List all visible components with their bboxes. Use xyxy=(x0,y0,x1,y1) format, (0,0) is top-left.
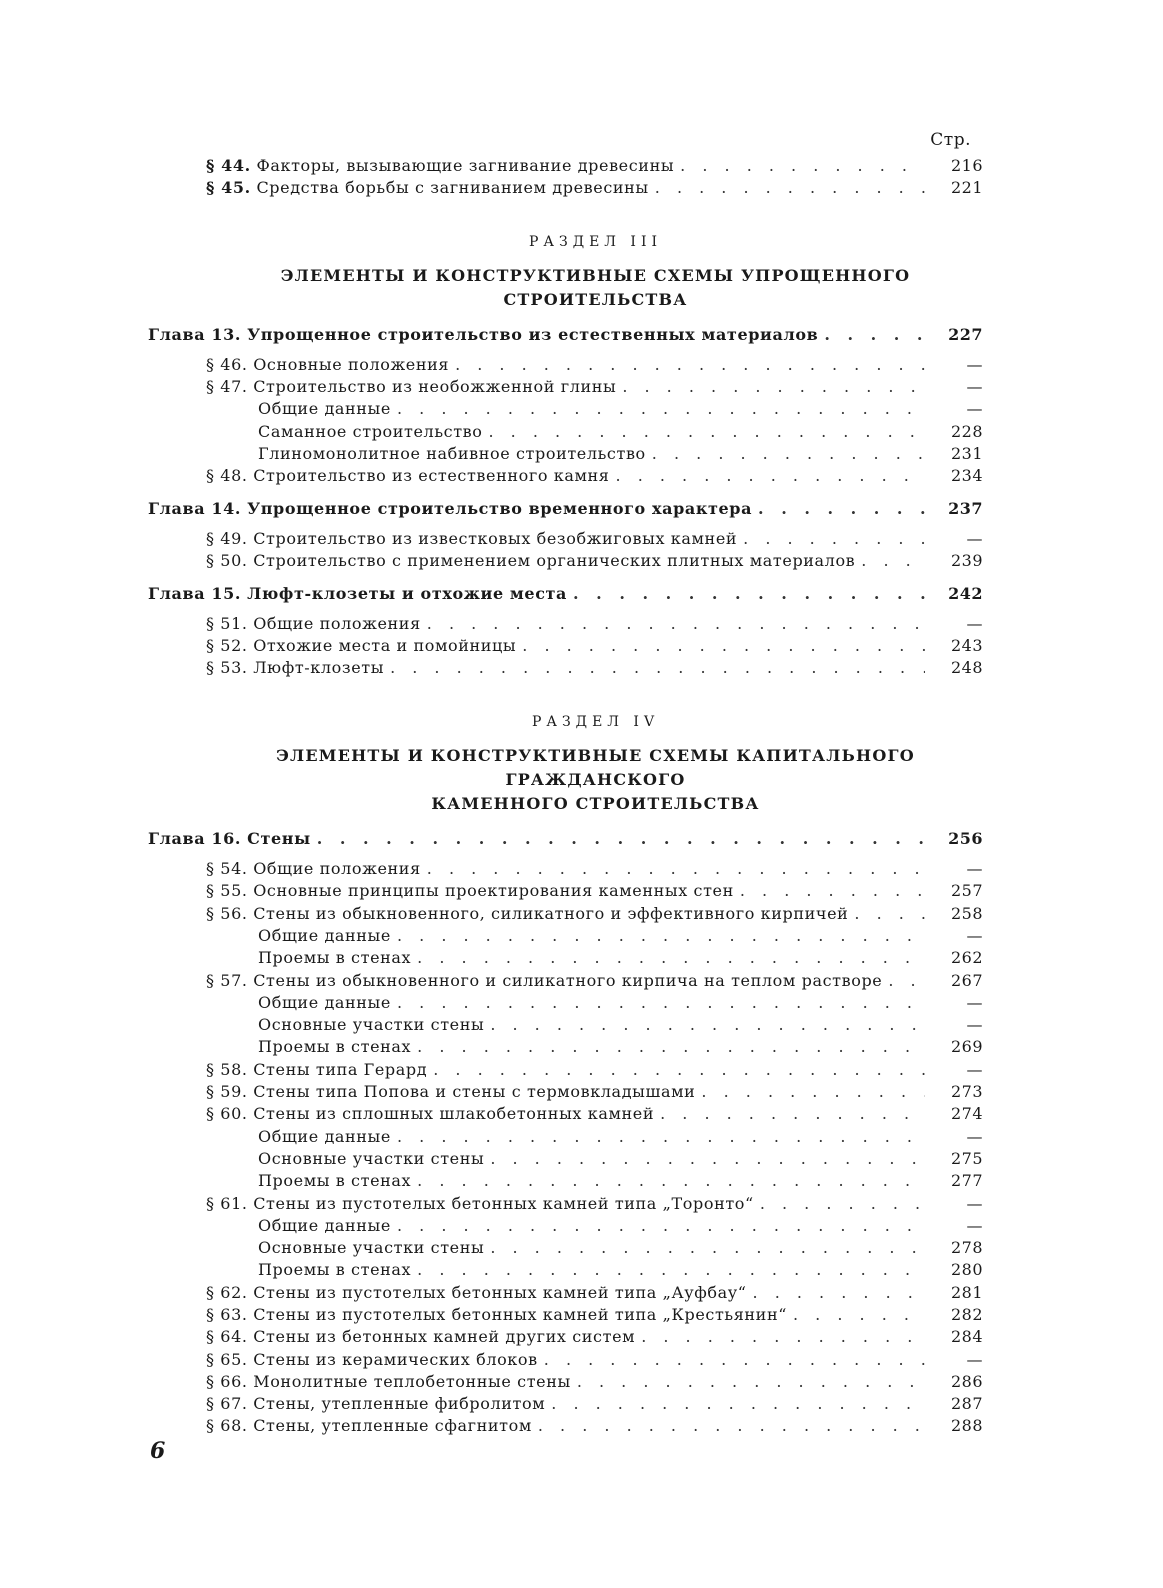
chapter-title: Глава 13. Упрощенное строительство из естественных материалов xyxy=(148,324,819,344)
toc-subentry xyxy=(148,421,983,443)
toc-subentry xyxy=(148,1148,983,1170)
entry-page: 284 xyxy=(950,1327,983,1347)
entry-title: Общие данные xyxy=(258,925,391,945)
entry-page: 274 xyxy=(950,1104,983,1124)
entry-page: 277 xyxy=(950,1171,983,1191)
entry-page: 275 xyxy=(950,1148,983,1168)
leader-dots xyxy=(888,970,925,992)
leader-dots xyxy=(758,498,925,520)
leader-dots xyxy=(490,1014,925,1036)
toc-entry xyxy=(148,970,983,992)
toc-entry xyxy=(148,1304,983,1326)
leader-dots xyxy=(455,354,925,376)
entry-title: Основные участки стены xyxy=(258,1148,485,1168)
entry-page: 257 xyxy=(950,881,983,901)
entry-title: Глиномонолитное набивное строительство xyxy=(258,444,646,464)
entry-page: 282 xyxy=(950,1304,983,1324)
entry-title: § 68. Стены, утепленные сфагнитом xyxy=(206,1416,532,1436)
toc-subentry xyxy=(148,925,983,947)
entry-title: § 67. Стены, утепленные фибролитом xyxy=(206,1394,546,1414)
entry-title: Общие данные xyxy=(258,399,391,419)
leader-dots xyxy=(433,1059,925,1081)
chapter-entries xyxy=(148,858,983,1438)
toc-subentry xyxy=(148,1014,983,1036)
entry-title: § 50. Строительство с применением органических плитных материалов xyxy=(206,551,856,571)
toc-subentry xyxy=(148,992,983,1014)
toc-entry xyxy=(148,550,983,572)
leader-dots xyxy=(522,635,925,657)
leader-dots xyxy=(397,1215,925,1237)
entry-page: — xyxy=(966,528,983,548)
leader-dots xyxy=(488,421,925,443)
entry-page: — xyxy=(966,1349,983,1369)
page-column-label: Стр. xyxy=(930,130,971,150)
section-title-line: ЭЛЕМЕНТЫ И КОНСТРУКТИВНЫЕ СХЕМЫ КАПИТАЛЬНОГО ГРАЖДАНСКОГО xyxy=(276,745,915,789)
leader-dots xyxy=(544,1349,925,1371)
leader-dots xyxy=(417,947,925,969)
toc-entry xyxy=(148,858,983,880)
entry-title: § 57. Стены из обыкновенного и силикатного кирпича на теплом растворе xyxy=(206,970,883,990)
entry-page: — xyxy=(966,1215,983,1235)
entry-title: Средства борьбы с загниванием древесины xyxy=(256,178,649,198)
section-label: РАЗДЕЛ IV xyxy=(531,713,660,730)
toc-entry xyxy=(148,155,983,177)
leader-dots xyxy=(490,1237,925,1259)
entry-page: 248 xyxy=(950,658,983,678)
toc-subentry xyxy=(148,443,983,465)
entry-title: Общие данные xyxy=(258,1215,391,1235)
entry-page: — xyxy=(966,399,983,419)
entry-page: 228 xyxy=(950,421,983,441)
entry-page: 234 xyxy=(950,466,983,486)
section-title-line: КАМЕННОГО СТРОИТЕЛЬСТВА xyxy=(431,793,760,813)
leader-dots xyxy=(427,613,925,635)
leader-dots xyxy=(490,1148,925,1170)
leader-dots xyxy=(551,1393,925,1415)
leader-dots xyxy=(577,1371,925,1393)
chapter-page: 227 xyxy=(948,324,983,344)
entry-page: 288 xyxy=(950,1416,983,1436)
entry-title: § 65. Стены из керамических блоков xyxy=(206,1349,538,1369)
entry-title: Проемы в стенах xyxy=(258,1037,412,1057)
toc-entry xyxy=(148,903,983,925)
leader-dots xyxy=(573,583,925,605)
leader-dots xyxy=(743,528,925,550)
toc-entry xyxy=(148,1059,983,1081)
entry-page: 216 xyxy=(950,156,983,175)
toc-entry xyxy=(148,376,983,398)
entry-page: 262 xyxy=(950,948,983,968)
entry-page: 287 xyxy=(950,1394,983,1414)
entry-page: — xyxy=(966,1059,983,1079)
entry-title: § 61. Стены из пустотелых бетонных камней типа „Торонто“ xyxy=(206,1193,754,1213)
chapter-page: 242 xyxy=(948,583,983,603)
toc-entry xyxy=(148,528,983,550)
entry-title: § 62. Стены из пустотелых бетонных камней типа „Ауфбау“ xyxy=(206,1282,747,1302)
entry-page: — xyxy=(966,859,983,879)
entry-title: § 64. Стены из бетонных камней других систем xyxy=(206,1327,636,1347)
toc-entry xyxy=(148,177,983,199)
leader-dots xyxy=(641,1326,925,1348)
entry-page: 278 xyxy=(950,1238,983,1258)
toc-entry xyxy=(148,1371,983,1393)
leader-dots xyxy=(740,880,925,902)
leader-dots xyxy=(701,1081,925,1103)
chapter-page: 256 xyxy=(948,828,983,848)
chapter-heading xyxy=(148,324,983,346)
entry-page: — xyxy=(966,1015,983,1035)
leader-dots xyxy=(793,1304,925,1326)
entry-title: § 47. Строительство из необожженной глины xyxy=(206,377,617,397)
toc-entry xyxy=(148,1415,983,1437)
section-label: РАЗДЕЛ III xyxy=(528,233,663,250)
toc-entry xyxy=(148,354,983,376)
toc-subentry xyxy=(148,1126,983,1148)
entry-page: 243 xyxy=(950,636,983,656)
toc-entry xyxy=(148,1081,983,1103)
entry-title: Общие данные xyxy=(258,992,391,1012)
toc-subentry xyxy=(148,1170,983,1192)
toc-subentry xyxy=(148,1215,983,1237)
entry-page: — xyxy=(966,377,983,397)
chapter-heading xyxy=(148,498,983,520)
entry-title: Саманное строительство xyxy=(258,421,483,441)
section-title: ЭЛЕМЕНТЫ И КОНСТРУКТИВНЫЕ СХЕМЫ УПРОЩЕННОГО СТРОИТЕЛЬСТВА xyxy=(280,265,911,309)
entry-title: § 60. Стены из сплошных шлакобетонных камней xyxy=(206,1104,655,1124)
toc-entry xyxy=(148,1326,983,1348)
leader-dots xyxy=(417,1036,925,1058)
leader-dots xyxy=(317,828,925,850)
toc-entry xyxy=(148,465,983,487)
leader-dots xyxy=(824,324,925,346)
leader-dots xyxy=(861,550,925,572)
entry-title: § 54. Общие положения xyxy=(206,859,421,879)
toc-entry xyxy=(148,657,983,679)
chapter-title: Глава 14. Упрощенное строительство временного характера xyxy=(148,498,753,518)
entry-page: 258 xyxy=(950,903,983,923)
leader-dots xyxy=(854,903,925,925)
entry-page: 231 xyxy=(950,444,983,464)
toc-subentry xyxy=(148,1259,983,1281)
leader-dots xyxy=(397,398,925,420)
toc-entry xyxy=(148,1193,983,1215)
entry-title: § 58. Стены типа Герард xyxy=(206,1059,428,1079)
entry-title: § 49. Строительство из известковых безобжиговых камней xyxy=(206,528,738,548)
leader-dots xyxy=(622,376,925,398)
leader-dots xyxy=(660,1103,925,1125)
entry-page: — xyxy=(966,1193,983,1213)
toc-entry xyxy=(148,1349,983,1371)
leader-dots xyxy=(397,1126,925,1148)
entry-title: § 55. Основные принципы проектирования каменных стен xyxy=(206,881,734,901)
leader-dots xyxy=(753,1282,925,1304)
leader-dots xyxy=(417,1170,925,1192)
leader-dots xyxy=(397,925,925,947)
entry-title: § 46. Основные положения xyxy=(206,354,450,374)
chapter-page: 237 xyxy=(948,498,983,518)
entry-page: — xyxy=(966,992,983,1012)
entry-title: Проемы в стенах xyxy=(258,948,412,968)
entry-title: Основные участки стены xyxy=(258,1238,485,1258)
toc-subentry xyxy=(148,1036,983,1058)
entry-title: § 56. Стены из обыкновенного, силикатного и эффективного кирпичей xyxy=(206,903,849,923)
leader-dots xyxy=(538,1415,925,1437)
chapter-heading xyxy=(148,828,983,850)
leader-dots xyxy=(427,858,925,880)
entry-title: Проемы в стенах xyxy=(258,1260,412,1280)
leader-dots xyxy=(397,992,925,1014)
toc-entry xyxy=(148,1282,983,1304)
entry-title: Факторы, вызывающие загнивание древесины xyxy=(256,156,675,175)
leader-dots xyxy=(760,1193,925,1215)
entry-title: § 52. Отхожие места и помойницы xyxy=(206,636,517,656)
entry-page: 286 xyxy=(950,1371,983,1391)
toc-entry xyxy=(148,635,983,657)
toc-entry xyxy=(148,613,983,635)
entry-page: — xyxy=(966,613,983,633)
entry-page: 221 xyxy=(950,178,983,198)
entry-page: 280 xyxy=(950,1260,983,1280)
leader-dots xyxy=(417,1259,925,1281)
entry-title: § 59. Стены типа Попова и стены с термовкладышами xyxy=(206,1082,696,1102)
entry-title: § 66. Монолитные теплобетонные стены xyxy=(206,1371,571,1391)
toc-subentry xyxy=(148,947,983,969)
entry-title: § 63. Стены из пустотелых бетонных камней типа „Крестьянин“ xyxy=(206,1304,787,1324)
paragraph-number: § 44. xyxy=(206,156,251,175)
chapter-title: Глава 15. Люфт-клозеты и отхожие места xyxy=(148,583,568,603)
leader-dots xyxy=(616,465,925,487)
leader-dots xyxy=(652,443,925,465)
paragraph-number: § 45. xyxy=(206,178,251,198)
entry-title: § 48. Строительство из естественного камня xyxy=(206,466,610,486)
entry-page: 281 xyxy=(950,1282,983,1302)
toc-entry xyxy=(148,1103,983,1125)
section-title xyxy=(208,744,983,816)
entry-page: — xyxy=(966,1126,983,1146)
toc-entry xyxy=(148,880,983,902)
leader-dots xyxy=(655,177,925,199)
entry-title: § 51. Общие положения xyxy=(206,613,421,633)
toc-subentry xyxy=(148,398,983,420)
chapter-heading xyxy=(148,583,983,605)
entry-title: § 53. Люфт-клозеты xyxy=(206,658,385,678)
entry-title: Общие данные xyxy=(258,1126,391,1146)
entry-title: Проемы в стенах xyxy=(258,1171,412,1191)
table-of-contents xyxy=(148,125,983,1438)
entry-page: 273 xyxy=(950,1082,983,1102)
leader-dots xyxy=(390,657,925,679)
page-number: 6 xyxy=(150,1438,166,1464)
entry-page: 239 xyxy=(950,551,983,571)
entry-title: Основные участки стены xyxy=(258,1015,485,1035)
chapter-title: Глава 16. Стены xyxy=(148,828,311,848)
leader-dots xyxy=(680,155,925,177)
entry-page: 269 xyxy=(950,1037,983,1057)
entry-page: 267 xyxy=(950,970,983,990)
toc-entry xyxy=(148,1393,983,1415)
entry-page: — xyxy=(966,354,983,374)
toc-subentry xyxy=(148,1237,983,1259)
entry-page: — xyxy=(966,925,983,945)
